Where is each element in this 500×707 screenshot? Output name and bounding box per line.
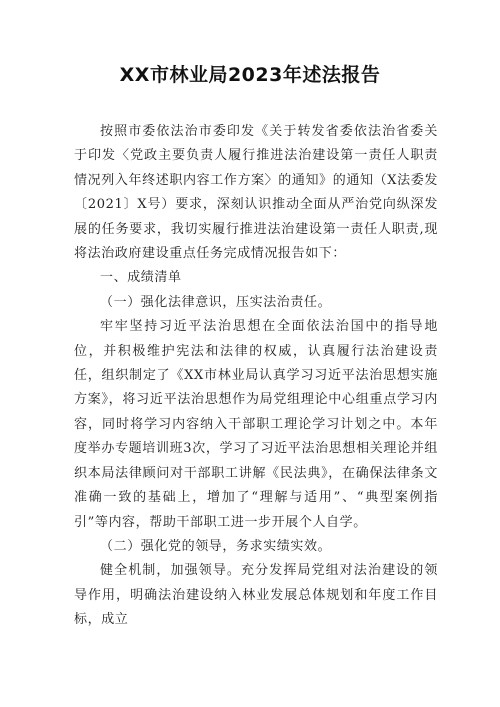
- subsection-heading-2: （二）强化党的领导，务求实绩实效。: [100, 538, 332, 554]
- document-body: [74, 120, 438, 633]
- document-title: XX市林业局2023年述法报告: [119, 64, 381, 86]
- subsection-heading-1: （一）强化法律意识，压实法治责任。: [100, 294, 332, 310]
- body-paragraph-2: 健全机制，加强领导。充分发挥局党组对法治建设的领导作用，明确法治建设纳入林业发展总体规划和年度工作目标，成立: [74, 563, 438, 628]
- intro-paragraph: 按照市委依法治市委印发《关于转发省委依法治省委关于印发〈党政主要负责人履行推进法治建设第一责任人职责情况列入年终述职内容工作方案〉的通知》的通知（X法委发〔2021〕X号）要求，深刻认识推动全面从严治党向纵深发展的任务要求，我切实履行推进法治建设第一责任人职责,现将法治政府建设重点任务完成情况报告如下：: [74, 124, 438, 262]
- body-paragraph-1: 牢牢坚持习近平法治思想在全面依法治国中的指导地位，并积极维护宪法和法律的权威，认真履行法治建设责任，组织制定了《XX市林业局认真学习习近平法治思想实施方案》，将习近平法治思想作为局党组理论中心组重点学习内容，同时将学习内容纳入干部职工理论学习计划之中。本年度举办专题培训班3次，学习了习近平法治思想相关理论并组织本局法律顾问对干部职工讲解《民法典》，在确保法律条文准确一致的基础上，增加了“理解与适用”、“典型案例指引”等内容，帮助干部职工进一步开展个人自学。: [74, 319, 438, 530]
- section-heading-achievements: 一、成绩清单: [100, 270, 182, 286]
